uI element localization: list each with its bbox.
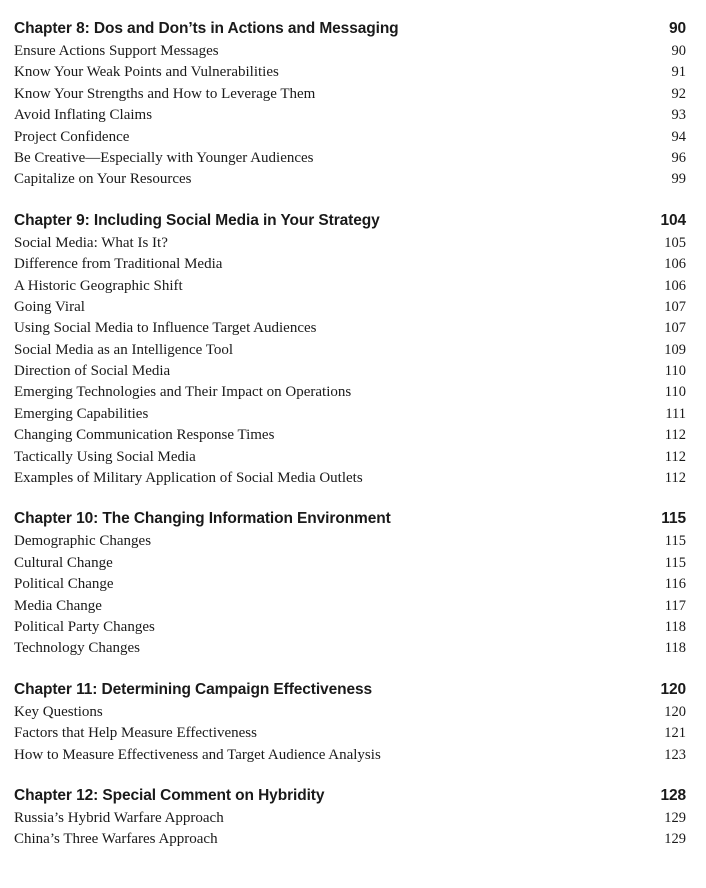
entry-title: Know Your Weak Points and Vulnerabilities <box>14 64 279 81</box>
entry-title: Political Change <box>14 576 114 593</box>
entry-title: Direction of Social Media <box>14 363 171 380</box>
entry-title: Project Confidence <box>14 128 130 145</box>
entry-title: Using Social Media to Influence Target Audiences <box>14 320 317 337</box>
chapter-heading <box>14 510 686 533</box>
toc-entry <box>14 342 686 363</box>
toc-entry <box>14 256 686 277</box>
entry-title: China’s Three Warfares Approach <box>14 831 218 848</box>
entry-title: Tactically Using Social Media <box>14 448 196 465</box>
toc-entry <box>14 619 686 640</box>
chapter-title: Chapter 12: Special Comment on Hybridity <box>14 786 325 804</box>
entry-title: Changing Communication Response Times <box>14 427 275 444</box>
toc-entry <box>14 427 686 448</box>
toc-entry <box>14 533 686 554</box>
chapter-9 <box>14 212 686 492</box>
table-of-contents <box>14 20 686 872</box>
toc-entry <box>14 171 686 192</box>
entry-title: Technology Changes <box>14 640 141 657</box>
entry-title: A Historic Geographic Shift <box>14 277 183 294</box>
entry-title: Key Questions <box>14 703 103 720</box>
entry-page-number: 111 <box>665 405 686 422</box>
chapter-11 <box>14 681 686 768</box>
toc-entry <box>14 43 686 64</box>
entry-title: Factors that Help Measure Effectiveness <box>14 725 257 742</box>
toc-entry <box>14 449 686 470</box>
toc-entry <box>14 810 686 831</box>
entry-page-number: 116 <box>664 576 686 593</box>
entry-page-number: 112 <box>664 448 686 465</box>
chapter-8 <box>14 20 686 193</box>
entry-title: Emerging Capabilities <box>14 405 149 422</box>
chapter-heading <box>14 681 686 704</box>
entry-page-number: 118 <box>664 640 686 657</box>
toc-entry <box>14 725 686 746</box>
chapter-title: Chapter 8: Dos and Don’ts in Actions and Messaging <box>14 20 399 37</box>
toc-entry <box>14 235 686 256</box>
chapter-title: Chapter 11: Determining Campaign Effectiveness <box>14 680 373 698</box>
entry-title: Capitalize on Your Resources <box>14 171 192 188</box>
toc-entry <box>14 320 686 341</box>
entry-page-number: 129 <box>664 809 686 826</box>
entry-page-number: 106 <box>664 256 686 273</box>
entry-page-number: 129 <box>664 831 686 848</box>
entry-page-number: 107 <box>664 298 686 315</box>
chapter-page-number: 104 <box>660 211 686 229</box>
entry-page-number: 115 <box>664 533 686 550</box>
toc-entry <box>14 555 686 576</box>
entry-page-number: 112 <box>664 427 686 444</box>
entry-title: How to Measure Effectiveness and Target Audience Analysis <box>14 746 381 763</box>
entry-page-number: 110 <box>664 384 686 401</box>
entry-page-number: 99 <box>671 171 686 188</box>
toc-entry <box>14 747 686 768</box>
entry-page-number: 120 <box>664 703 686 720</box>
chapter-page-number: 128 <box>660 786 686 804</box>
toc-entry <box>14 363 686 384</box>
toc-entry <box>14 150 686 171</box>
entry-page-number: 117 <box>664 597 686 614</box>
toc-entry <box>14 86 686 107</box>
entry-page-number: 123 <box>664 746 686 763</box>
entry-page-number: 118 <box>664 618 686 635</box>
entry-title: Political Party Changes <box>14 618 155 635</box>
chapter-title: Chapter 9: Including Social Media in Your Strategy <box>14 211 380 229</box>
entry-page-number: 121 <box>664 725 686 742</box>
entry-title: Demographic Changes <box>14 533 152 550</box>
entry-title: Examples of Military Application of Social Media Outlets <box>14 470 363 487</box>
chapter-heading <box>14 20 686 43</box>
toc-entry <box>14 640 686 661</box>
chapter-heading <box>14 212 686 235</box>
entry-title: Social Media: What Is It? <box>14 234 168 251</box>
entry-page-number: 105 <box>664 234 686 251</box>
entry-title: Social Media as an Intelligence Tool <box>14 341 234 358</box>
entry-title: Avoid Inflating Claims <box>14 107 153 124</box>
toc-entry <box>14 107 686 128</box>
toc-entry <box>14 598 686 619</box>
entry-title: Going Viral <box>14 298 85 315</box>
chapter-title: Chapter 10: The Changing Information Environment <box>14 510 391 528</box>
entry-page-number: 93 <box>671 107 686 124</box>
entry-title: Cultural Change <box>14 554 113 571</box>
toc-entry <box>14 704 686 725</box>
chapter-page-number: 90 <box>668 20 686 37</box>
entry-page-number: 90 <box>671 43 686 59</box>
entry-page-number: 92 <box>671 85 686 102</box>
entry-title: Know Your Strengths and How to Leverage Them <box>14 85 316 102</box>
entry-title: Emerging Technologies and Their Impact on Operations <box>14 384 352 401</box>
toc-entry <box>14 278 686 299</box>
entry-page-number: 96 <box>671 149 686 166</box>
entry-page-number: 115 <box>664 554 686 571</box>
toc-entry <box>14 384 686 405</box>
entry-title: Be Creative—Especially with Younger Audiences <box>14 149 314 166</box>
chapter-heading <box>14 787 686 810</box>
entry-page-number: 112 <box>664 470 686 487</box>
chapter-page-number: 115 <box>661 510 686 528</box>
entry-title: Difference from Traditional Media <box>14 256 223 273</box>
entry-page-number: 107 <box>664 320 686 337</box>
entry-title: Russia’s Hybrid Warfare Approach <box>14 809 224 826</box>
entry-page-number: 91 <box>671 64 686 81</box>
entry-page-number: 94 <box>671 128 686 145</box>
entry-page-number: 109 <box>664 341 686 358</box>
toc-entry <box>14 470 686 491</box>
toc-entry <box>14 406 686 427</box>
chapter-10 <box>14 510 686 661</box>
toc-entry <box>14 64 686 85</box>
chapter-12 <box>14 787 686 853</box>
chapter-page-number: 120 <box>660 680 686 698</box>
toc-entry <box>14 299 686 320</box>
entry-page-number: 106 <box>664 277 686 294</box>
entry-title: Ensure Actions Support Messages <box>14 43 219 59</box>
entry-title: Media Change <box>14 597 102 614</box>
entry-page-number: 110 <box>664 363 686 380</box>
toc-entry <box>14 576 686 597</box>
toc-entry <box>14 129 686 150</box>
toc-entry <box>14 831 686 852</box>
